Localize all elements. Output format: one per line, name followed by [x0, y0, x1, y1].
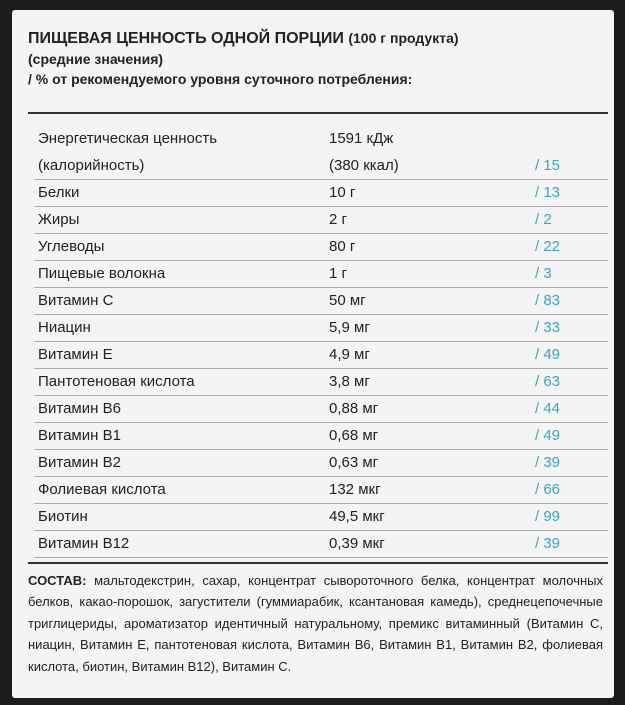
nutrition-row: [28, 450, 608, 477]
nutrition-row: [28, 531, 608, 558]
nutrition-row: [28, 207, 608, 234]
nutrient-value: 1 г: [329, 265, 347, 282]
nutrient-name: Витамин С: [38, 292, 114, 309]
nutrient-name: Углеводы: [38, 238, 105, 255]
nutrient-value: 10 г: [329, 184, 356, 201]
row-separator: [34, 557, 608, 558]
nutrient-percent: / 3: [535, 265, 552, 282]
header-rdi-note: / % от рекомендуемого уровня суточного потребления:: [28, 71, 413, 87]
nutrient-value: 50 мг: [329, 292, 366, 309]
nutrient-value: 2 г: [329, 211, 347, 228]
nutrient-name: Ниацин: [38, 319, 91, 336]
nutrient-percent: / 63: [535, 373, 561, 390]
nutrition-row: [28, 153, 608, 180]
nutrition-row: [28, 369, 608, 396]
nutrient-percent: / 22: [535, 238, 561, 255]
nutrient-name: Витамин В2: [38, 454, 121, 471]
nutrient-percent: / 39: [535, 535, 561, 552]
header-subtitle: (средние значения): [28, 51, 164, 67]
nutrition-header: [28, 28, 603, 89]
header-divider: [28, 112, 608, 114]
nutrient-name: Пищевые волокна: [38, 265, 166, 282]
nutrient-value: 5,9 мг: [329, 319, 370, 336]
nutrient-percent: / 83: [535, 292, 561, 309]
nutrient-name: Биотин: [38, 508, 88, 525]
nutrition-row: [28, 234, 608, 261]
nutrient-name: Витамин Е: [38, 346, 113, 363]
nutrient-name: Витамин В12: [38, 535, 130, 552]
nutrient-name: (калорийность): [38, 157, 145, 174]
nutrient-percent: / 44: [535, 400, 561, 417]
nutrition-row: [28, 423, 608, 450]
composition-text: мальтодекстрин, сахар, концентрат сывороточного белка, концентрат молочных белков, какао-порошок, загустители (гуммиарабик, ксантановая камедь), среднецепочечные триглицериды, ароматизатор идентичный натуральному, премикс витаминный (Витамин С, ниацин, Витамин Е, пантотеновая кислота, Витамин В6, Витамин В1, Витамин В2, фолиевая кислота, биотин, Витамин В12), Витамин С.: [28, 573, 603, 674]
nutrient-value: 0,88 мг: [329, 400, 379, 417]
nutrient-value: 49,5 мкг: [329, 508, 385, 525]
nutrient-name: Энергетическая ценность: [38, 130, 218, 147]
nutrient-name: Витамин В6: [38, 400, 121, 417]
nutrient-percent: / 33: [535, 319, 561, 336]
nutrient-percent: / 66: [535, 481, 561, 498]
nutrient-value: 3,8 мг: [329, 373, 370, 390]
nutrient-value: 1591 кДж: [329, 130, 394, 147]
nutrition-table: [28, 126, 608, 558]
nutrient-name: Фолиевая кислота: [38, 481, 166, 498]
header-title-line: [28, 28, 603, 49]
nutrient-percent: / 13: [535, 184, 561, 201]
nutrient-name: Пантотеновая кислота: [38, 373, 195, 390]
nutrient-value: (380 ккал): [329, 157, 399, 174]
nutrient-value: 0,68 мг: [329, 427, 379, 444]
nutrition-row: [28, 126, 608, 153]
header-title-suffix: (100 г продукта): [348, 30, 459, 46]
nutrition-row: [28, 396, 608, 423]
composition-block: [28, 570, 603, 677]
nutrient-value: 132 мкг: [329, 481, 381, 498]
nutrition-row: [28, 261, 608, 288]
table-bottom-divider: [28, 562, 608, 564]
nutrient-percent: / 2: [535, 211, 552, 228]
nutrient-percent: / 99: [535, 508, 561, 525]
nutrient-name: Жиры: [38, 211, 80, 228]
nutrient-value: 4,9 мг: [329, 346, 370, 363]
nutrient-name: Витамин В1: [38, 427, 121, 444]
nutrient-value: 80 г: [329, 238, 356, 255]
nutrient-value: 0,39 мкг: [329, 535, 385, 552]
nutrient-percent: / 15: [535, 157, 561, 174]
nutrient-percent: / 49: [535, 427, 561, 444]
header-title: ПИЩЕВАЯ ЦЕННОСТЬ ОДНОЙ ПОРЦИИ: [28, 30, 344, 47]
nutrition-row: [28, 477, 608, 504]
composition-label: СОСТАВ:: [28, 573, 87, 588]
nutrition-row: [28, 180, 608, 207]
nutrition-row: [28, 342, 608, 369]
nutrition-row: [28, 288, 608, 315]
nutrition-row: [28, 504, 608, 531]
nutrient-percent: / 49: [535, 346, 561, 363]
nutrition-row: [28, 315, 608, 342]
nutrient-name: Белки: [38, 184, 80, 201]
nutrient-percent: / 39: [535, 454, 561, 471]
nutrient-value: 0,63 мг: [329, 454, 379, 471]
